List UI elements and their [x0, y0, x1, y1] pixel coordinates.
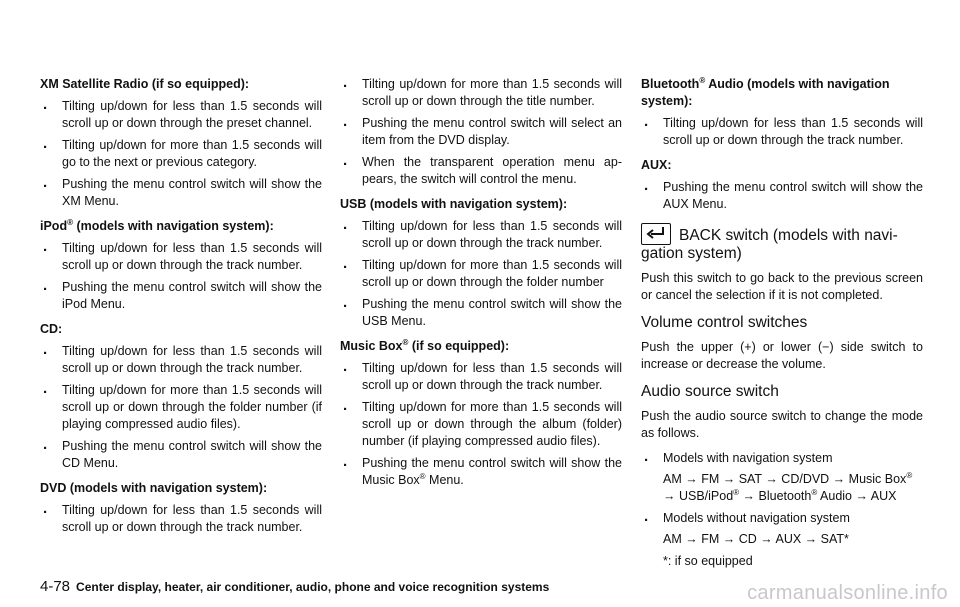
list-item: . Pushing the menu control switch will show the AUX Menu. [641, 179, 923, 213]
heading-ipod [40, 218, 322, 235]
list-item: . Tilting up/down for more than 1.5 seconds will scroll up or down through the folder number [340, 257, 622, 291]
heading-musicbox-post: (if so equipped): [408, 339, 510, 353]
column-middle [340, 76, 622, 497]
heading-dvd: DVD (models with navigation system): [40, 481, 268, 495]
heading-aux: AUX: [641, 158, 672, 172]
list-musicbox [340, 360, 622, 489]
heading-cd: CD: [40, 322, 63, 336]
registered-mark: ® [906, 471, 913, 480]
list-item: . Tilting up/down for less than 1.5 seconds will scroll up or down through the track number. [40, 502, 322, 536]
heading-xm: XM Satellite Radio (if so equipped): [40, 77, 250, 91]
volume-text: Push the upper (+) or lower (−) side switch to increase or decrease the volume. [641, 340, 923, 371]
section-xm [40, 76, 322, 210]
list-item: . Tilting up/down for more than 1.5 seconds will scroll up or down through the album (folder) number (if playing compressed audio files). [340, 399, 622, 450]
registered-mark: ® [402, 338, 409, 347]
list-item: . Tilting up/down for less than 1.5 seconds will scroll up or down through the track number. [340, 360, 622, 394]
list-item: . Pushing the menu control switch will show the USB Menu. [340, 296, 622, 330]
page-footer [40, 578, 549, 595]
heading-usb: USB (models with navigation system): [340, 197, 568, 211]
source-text: Push the audio source switch to change the mode as follows. [641, 409, 923, 440]
heading-audio-source: Audio source switch [641, 383, 779, 400]
list-xm [40, 98, 322, 210]
list-item [340, 455, 622, 489]
section-musicbox [340, 338, 622, 489]
list-item: . Pushing the menu control switch will show the iPod Menu. [40, 279, 322, 313]
list-item: . Tilting up/down for less than 1.5 seconds will scroll up or down through the track number. [40, 343, 322, 377]
nav-sequence [663, 471, 923, 505]
section-usb [340, 196, 622, 330]
heading-musicbox-pre: Music Box [340, 339, 403, 353]
page-number: 4-78 [40, 578, 71, 595]
back-heading-text: BACK switch (models with navi-gation system) [641, 227, 898, 262]
chapter-title: Center display, heater, air conditioner, audio, phone and voice recognition systems [76, 580, 550, 594]
registered-mark: ® [733, 488, 740, 497]
musicbox-last-post: Menu. [425, 473, 464, 487]
section-dvd-cont [340, 76, 622, 188]
list-dvd-cont [340, 76, 622, 188]
registered-mark: ® [67, 218, 73, 227]
list-item: . Tilting up/down for less than 1.5 seconds will scroll up or down through the track number. [340, 218, 622, 252]
heading-ipod-pre: iPod [40, 219, 68, 233]
heading-musicbox [340, 338, 622, 355]
list-item [641, 510, 923, 548]
musicbox-last-pre: Pushing the menu control switch will show the Music Box [362, 456, 622, 487]
list-item: . Pushing the menu control switch will show the XM Menu. [40, 176, 322, 210]
back-arrow-icon [641, 223, 671, 245]
list-item: . Tilting up/down for less than 1.5 seconds will scroll up or down through the track number. [40, 240, 322, 274]
list-item: . Tilting up/down for more than 1.5 seconds will scroll up or down through the title number. [340, 76, 622, 110]
heading-volume: Volume control switches [641, 314, 808, 331]
list-ipod [40, 240, 322, 313]
list-bluetooth [641, 115, 923, 149]
list-item: . Tilting up/down for less than 1.5 seconds will scroll up or down through the track number. [641, 115, 923, 149]
column-right [641, 76, 923, 570]
section-bluetooth [641, 76, 923, 149]
back-text: Push this switch to go back to the previous screen or cancel the selection if it is not completed. [641, 271, 923, 302]
nav-label: Models with navigation system [663, 451, 833, 465]
list-item: . Tilting up/down for more than 1.5 seconds will go to the next or previous category. [40, 137, 322, 171]
nonav-label: Models without navigation system [663, 511, 850, 525]
list-item: . Tilting up/down for more than 1.5 seconds will scroll up or down through the folder number (if playing compressed audio files). [40, 382, 322, 433]
footnote: *: if so equipped [663, 554, 753, 568]
section-dvd [40, 480, 322, 536]
heading-back-switch [641, 223, 923, 263]
nav-seq-2: → USB/iPod [663, 489, 734, 503]
section-cd [40, 321, 322, 472]
nav-seq-3: → Bluetooth [739, 489, 812, 503]
section-aux [641, 157, 923, 213]
heading-bt-post: Audio (models with navigation system): [641, 77, 890, 108]
nonav-sequence: AM → FM → CD → AUX → SAT* [663, 532, 849, 546]
watermark: carmanualsonline.info [747, 582, 948, 604]
section-ipod [40, 218, 322, 313]
nav-seq-4: Audio → AUX [817, 489, 897, 503]
registered-mark: ® [419, 472, 426, 481]
nav-seq-1: AM → FM → SAT → CD/DVD → Music Box [663, 472, 907, 486]
list-source-modes [641, 450, 923, 548]
list-item: . Pushing the menu control switch will select an item from the DVD display. [340, 115, 622, 149]
column-left [40, 76, 322, 544]
heading-bluetooth [641, 76, 923, 110]
registered-mark: ® [811, 488, 818, 497]
list-dvd [40, 502, 322, 536]
list-item: . Tilting up/down for less than 1.5 seconds will scroll up or down through the preset channel. [40, 98, 322, 132]
list-aux [641, 179, 923, 213]
list-usb [340, 218, 622, 330]
heading-bt-pre: Bluetooth [641, 77, 700, 91]
list-item: . Pushing the menu control switch will show the CD Menu. [40, 438, 322, 472]
registered-mark: ® [699, 76, 706, 85]
list-cd [40, 343, 322, 472]
list-item: . When the transparent operation menu ap-pears, the switch will control the menu. [340, 154, 622, 188]
list-item [641, 450, 923, 505]
heading-ipod-post: (models with navigation system): [73, 219, 274, 233]
